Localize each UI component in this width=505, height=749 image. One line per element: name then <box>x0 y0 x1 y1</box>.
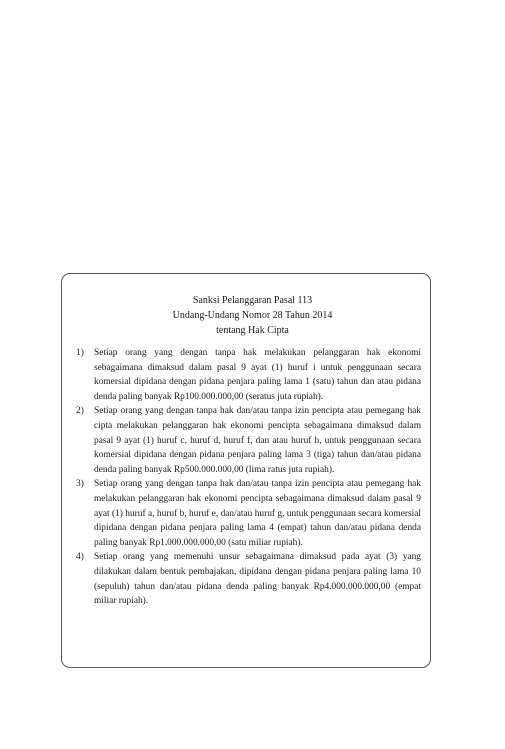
item-text: Setiap orang yang memenuhi unsur sebagaimana dimaksud pada ayat (3) yang dilakukan dalam bentuk pembajakan, dipidana dengan pidana penjara paling lama 10 (sepuluh) tahun dan/atau pidana denda paling banyak Rp4.000.000.000,00 (empat miliar rupiah). <box>94 552 421 607</box>
notice-law-reference: Undang-Undang Nomor 28 Tahun 2014 <box>172 310 333 321</box>
item-number: 3) <box>76 479 84 490</box>
item-number: 1) <box>76 348 84 358</box>
sanction-list <box>76 346 421 609</box>
item-text: Setiap orang yang dengan tanpa hak dan/atau tanpa izin pencipta atau pemegang hak cipta melakukan pelanggaran hak ekonomi pencipta sebagaimana dimaksud dalam pasal 9 ayat (1) huruf c, huruf d, huruf f, dan atau huruf h, untuk penggunaan secara komersial dipidana dengan pidana penjara paling lama 3 (tiga) tahun dan/atau pidana denda paling banyak Rp500.000.000,00 (lima ratus juta rupiah). <box>94 406 421 475</box>
item-number: 2) <box>76 406 84 417</box>
sanction-item-3 <box>76 477 421 550</box>
item-text: Setiap orang yang dengan tanpa hak melakukan pelanggaran hak ekonomi sebagaimana dimaksud dalam pasal 9 ayat (1) huruf i untuk penggunaan secara komersial dipidana dengan pidana penjara paling lama 1 (satu) tahun dan atau pidana denda paling banyak Rp100.000.000,00 (seratus juta rupiah). <box>94 348 421 402</box>
item-text: Setiap orang yang dengan tanpa hak dan/atau tanpa izin pencipta atau pemegang hak melakukan pelanggaran hak ekonomi pencipta sebagaimana dimaksud dalam pasal 9 ayat (1) huruf a, huruf b, huruf e, dan/atau huruf g, untuk penggunaan secara komersial dipidana dengan pidana penjara paling lama 4 (empat) tahun dan/atau pidana denda paling banyak Rp1.000.000.000,00 (satu miliar rupiah). <box>94 479 421 548</box>
notice-title: Sanksi Pelanggaran Pasal 113 <box>192 295 313 306</box>
sanction-item-4 <box>76 550 421 608</box>
item-number: 4) <box>76 552 84 563</box>
sanction-item-1 <box>76 346 421 404</box>
notice-law-subject: tentang Hak Cipta <box>216 325 289 336</box>
sanction-item-2 <box>76 404 421 477</box>
